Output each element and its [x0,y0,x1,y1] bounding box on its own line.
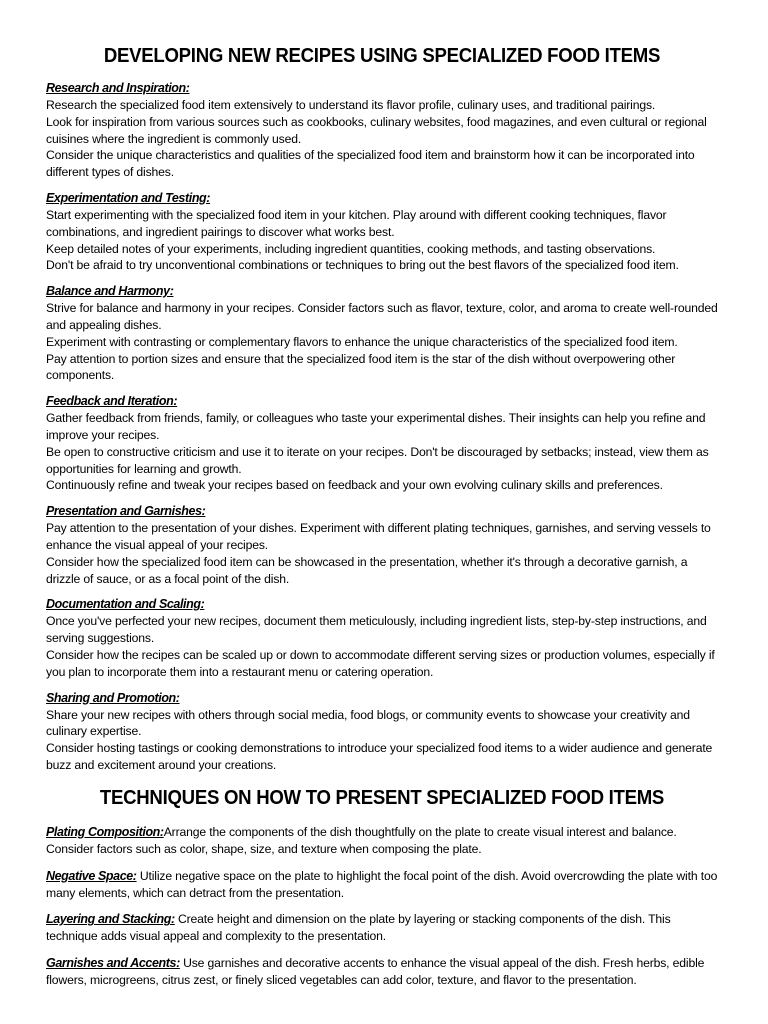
technique-heading: Negative Space: [46,868,137,883]
section-experimentation [46,190,718,274]
section-heading: Feedback and Iteration: [46,394,178,409]
section-line: Gather feedback from friends, family, or colleagues who taste your experimental dishes. Their insights can help you refine and improve your recipes. [46,411,706,442]
section-line: Pay attention to the presentation of your dishes. Experiment with different plating techniques, garnishes, and serving vessels to enhance the visual appeal of your recipes. [46,521,711,552]
techniques-title: TECHNIQUES ON HOW TO PRESENT SPECIALIZED FOOD ITEMS [99,786,665,809]
section-presentation [46,503,718,587]
section-heading: Balance and Harmony: [46,284,174,299]
section-line: Consider how the specialized food item can be showcased in the presentation, whether it's through a decorative garnish, a drizzle of sauce, or as a focal point of the dish. [46,554,688,586]
section-line: Share your new recipes with others through social media, food blogs, or community events to showcase your creativity and culinary expertise. [46,707,690,739]
section-line: Be open to constructive criticism and use it to iterate on your recipes. Don't be discouraged by setbacks; instead, view them as opportunities for learning and growth. [46,444,709,476]
technique-heading: Layering and Stacking: [46,912,175,927]
technique-text: Create height and dimension on the plate by layering or stacking components of the dish. This technique adds visual appeal and complexity to the presentation. [46,912,671,944]
section-line: Consider the unique characteristics and qualities of the specialized food item and brainstorm how it can be incorporated into different types of dishes. [46,148,695,180]
document-page [46,42,718,999]
document-title: DEVELOPING NEW RECIPES USING SPECIALIZED FOOD ITEMS [103,45,661,67]
section-line: Consider how the recipes can be scaled up or down to accommodate different serving sizes or production volumes, especially if you plan to incorporate them into a restaurant menu or catering operation. [46,647,715,679]
section-feedback [46,393,718,494]
technique-heading: Plating Composition: [46,824,164,839]
technique-text: Arrange the components of the dish thoughtfully on the plate to create visual interest and balance. Consider factors such as color, shape, size, and texture when composing the plate. [46,824,677,856]
section-heading: Research and Inspiration: [46,81,190,95]
technique-garnishes [46,955,718,989]
section-line: Strive for balance and harmony in your recipes. Consider factors such as flavor, texture, color, and aroma to create well-rounded and appealing dishes. [46,301,718,332]
section-research [46,80,718,181]
section-line: Pay attention to portion sizes and ensure that the specialized food item is the star of the dish without overpowering other components. [46,351,676,383]
technique-text: Utilize negative space on the plate to highlight the focal point of the dish. Avoid overcrowding the plate with too many elements, which can detract from the presentation. [46,868,718,900]
section-line: Don't be afraid to try unconventional combinations or techniques to bring out the best flavors of the specialized food item. [46,258,679,273]
section-line: Look for inspiration from various sources such as cookbooks, culinary websites, food magazines, and even cultural or regional cuisines where the ingredient is commonly used. [46,114,707,146]
section-line: Keep detailed notes of your experiments, including ingredient quantities, cooking methods, and tasting observations. [46,241,656,256]
section-line: Experiment with contrasting or complementary flavors to enhance the unique characteristics of the specialized food item. [46,334,678,349]
section-heading: Sharing and Promotion: [46,690,180,705]
section-heading: Presentation and Garnishes: [46,504,206,519]
section-line: Continuously refine and tweak your recipes based on feedback and your own evolving culinary skills and preferences. [46,478,663,493]
section-line: Once you've perfected your new recipes, document them meticulously, including ingredient lists, step-by-step instructions, and serving suggestions. [46,614,707,646]
recipe-sections [46,80,718,774]
technique-text: Use garnishes and decorative accents to enhance the visual appeal of the dish. Fresh herbs, edible flowers, microgreens, citrus zest, or finely sliced vegetables can add color, texture, and flavor to the presentation. [46,956,705,988]
section-sharing [46,690,718,774]
technique-heading: Garnishes and Accents: [46,956,180,971]
section-balance [46,283,718,384]
section-heading: Experimentation and Testing: [46,190,211,205]
section-line: Consider hosting tastings or cooking demonstrations to introduce your specialized food items to a wider audience and generate buzz and excitement around your creations. [46,741,713,772]
section-line: Research the specialized food item extensively to understand its flavor profile, culinary uses, and traditional pairings. [46,98,656,112]
technique-plating [46,824,718,858]
section-heading: Documentation and Scaling: [46,597,205,612]
technique-layering [46,911,718,945]
section-documentation [46,596,718,680]
technique-negative-space [46,868,718,902]
technique-list [46,824,718,989]
section-line: Start experimenting with the specialized food item in your kitchen. Play around with different cooking techniques, flavor combinations, and ingredient pairings to discover what works best. [46,207,667,239]
